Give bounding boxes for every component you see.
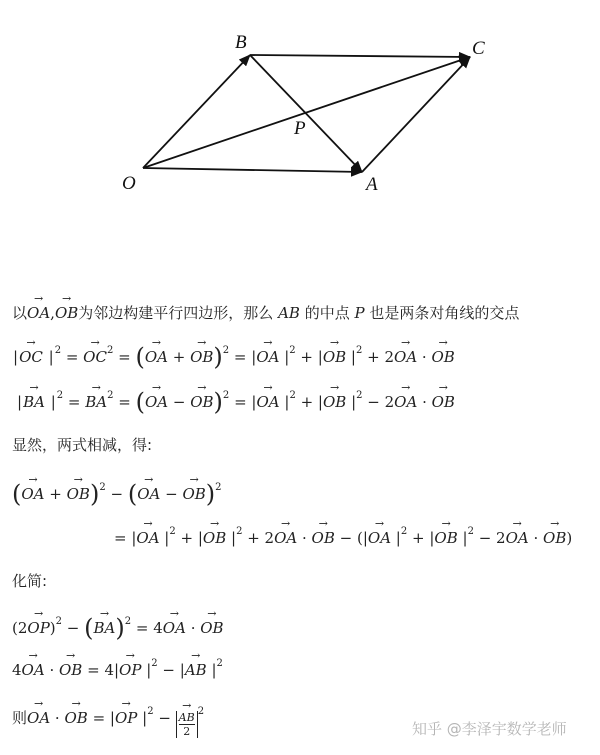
simplify-note: 化简: (12, 572, 48, 590)
vector-OA: → OA (145, 393, 168, 411)
point-label-P: P (294, 118, 306, 139)
exp-2: 2 (169, 526, 176, 537)
vector-OB: → OB (203, 529, 226, 547)
vector-OP: → OP (27, 619, 49, 637)
exp-2: 2 (99, 482, 106, 493)
exp-2: 2 (107, 390, 114, 401)
coef-4: 4 (12, 661, 22, 679)
exp-2: 2 (55, 616, 63, 627)
exp-2: 2 (54, 345, 62, 356)
vector-OP: → OP (119, 661, 141, 679)
vector-BA: → BA (94, 619, 116, 637)
intro-mid: 的中点 (304, 304, 350, 322)
exp-2: 2 (355, 345, 363, 356)
exp-2: 2 (151, 658, 158, 669)
coef-4: 4 (153, 619, 163, 637)
coef-2: 2 (17, 619, 28, 637)
point-label-O: O (122, 173, 136, 194)
exp-2: 2 (216, 658, 223, 669)
segment-BC (250, 55, 470, 57)
vector-OB: → OB (432, 393, 455, 411)
intro-sep: , (50, 304, 55, 322)
vector-OA: → OA (21, 485, 44, 503)
equation-OC: |→ OC $|^2$ = → $OC^2$ = (→ OA + → OB)$^2$ = |→ OA $|^2$ + |→ OB $|^2 + 2\to$ OA · → OB (12, 343, 455, 371)
exp-2: 2 (222, 390, 230, 401)
vector-AB: → AB (179, 711, 195, 724)
vector-OA: → OA (394, 393, 417, 411)
equation-four-dot: 4→ OA · → OB = 4|→ OP $|^2$ − |→ AB $|^2$ (12, 658, 223, 679)
vector-OA: → OA (506, 529, 529, 547)
intro-suffix: 为邻边构建平行四边形，那么 (78, 304, 274, 322)
vector-OB: → OB (67, 485, 90, 503)
intro-prefix: 以 (12, 304, 28, 322)
vector-OA: → OA (137, 485, 160, 503)
segment-AC (362, 57, 470, 172)
coef-2: 2 (384, 348, 395, 366)
coef-2: 2 (384, 393, 395, 411)
denominator-2: 2 (183, 725, 191, 738)
vector-OB: → OB (59, 661, 82, 679)
vector-OP: → OP (115, 709, 137, 727)
vector-OA: → OA (145, 348, 168, 366)
vector-OA: → OA (136, 529, 159, 547)
exp-2: 2 (356, 390, 363, 401)
point-label-B: B (235, 32, 247, 53)
exp-2: 2 (289, 345, 296, 356)
equation-result: 则→ OA · → OB = |→ OP $|^2$ − → $\frac{AB}{2}$ $^2$ (12, 706, 204, 738)
segment-OB (143, 55, 250, 168)
vector-AB: → AB (185, 661, 207, 679)
segment-BA (250, 55, 362, 172)
vector-OA: → OA (394, 348, 417, 366)
segment-OA (143, 168, 362, 172)
then-label: 则 (12, 709, 28, 727)
vector-OB: → OB (543, 529, 566, 547)
vector-OA: → OA (256, 348, 279, 366)
watermark-text: 知乎 @李泽宇数学老师 (412, 720, 567, 738)
vector-OA: → OA (163, 619, 186, 637)
exp-2: 2 (467, 526, 474, 537)
exp-2: 2 (222, 345, 230, 356)
vector-OA: → OA (27, 304, 50, 322)
vector-OB: → OB (55, 304, 78, 322)
vector-BA: → BA (85, 393, 107, 411)
vector-OB: → OB (190, 348, 213, 366)
exp-2: 2 (106, 345, 114, 356)
equation-difference-lhs: (→ OA + → OB)$^2$ − (→ OA − → OB)$^2$ (12, 480, 222, 508)
segment-AB-text: AB (278, 304, 300, 322)
exp-2: 2 (197, 706, 205, 717)
vector-OB: → OB (431, 348, 454, 366)
exp-2: 2 (236, 526, 243, 537)
intro-end: 也是两条对角线的交点 (369, 304, 520, 322)
vector-OB: → OB (312, 529, 335, 547)
vector-OA: → OA (27, 709, 50, 727)
coef-2: 2 (264, 529, 275, 547)
vector-OB: → OB (200, 619, 223, 637)
equation-difference-rhs: = |→ OA $|^2$ + |→ OB $|^2 + 2\to$ OA · → OB − (|→ OA $|^2$ + |→ OB $|^2 - 2\to$ OA · → OB) (114, 526, 572, 547)
vector-OB: → OB (323, 348, 346, 366)
segment-OC (143, 57, 470, 168)
exp-2: 2 (147, 706, 154, 717)
vector-OB: → OB (182, 485, 205, 503)
exp-2: 2 (56, 390, 64, 401)
vector-OB: → OB (434, 529, 457, 547)
vector-OB: → OB (64, 709, 87, 727)
point-label-C: C (472, 38, 485, 59)
vector-OA: → OA (368, 529, 391, 547)
vector-OA: → OA (22, 661, 45, 679)
vector-OB: → OB (190, 393, 213, 411)
fraction-AB-over-2 (176, 711, 198, 738)
coef-2: 2 (496, 529, 506, 547)
vector-OA: → OA (274, 529, 297, 547)
exp-2: 2 (124, 616, 132, 627)
vector-BA: → BA (23, 393, 45, 411)
coef-4: 4 (104, 661, 114, 679)
vector-OB: → OB (323, 393, 346, 411)
point-P-text: P (354, 304, 365, 322)
subtract-note: 显然，两式相减，得: (12, 436, 153, 454)
exp-2: 2 (400, 526, 408, 537)
parallelogram-figure (0, 0, 600, 260)
exp-2: 2 (215, 482, 222, 493)
equation-OP-BA: (2→ OP)$^2$ − (→ BA)$^2$ = 4→ OA · → OB (12, 614, 224, 642)
vector-OC: → OC (83, 348, 107, 366)
vector-OC: → OC (19, 348, 43, 366)
intro-line (12, 302, 519, 323)
point-label-A: A (366, 174, 378, 195)
equation-BA: |→ BA $|^2$ = → $BA^2$ = (→ OA − → OB)$^2$ = |→ OA $|^2$ + |→ OB $|^2 - 2\to$ OA · → OB (16, 388, 455, 416)
exp-2: 2 (289, 390, 296, 401)
vector-OA: → OA (256, 393, 279, 411)
